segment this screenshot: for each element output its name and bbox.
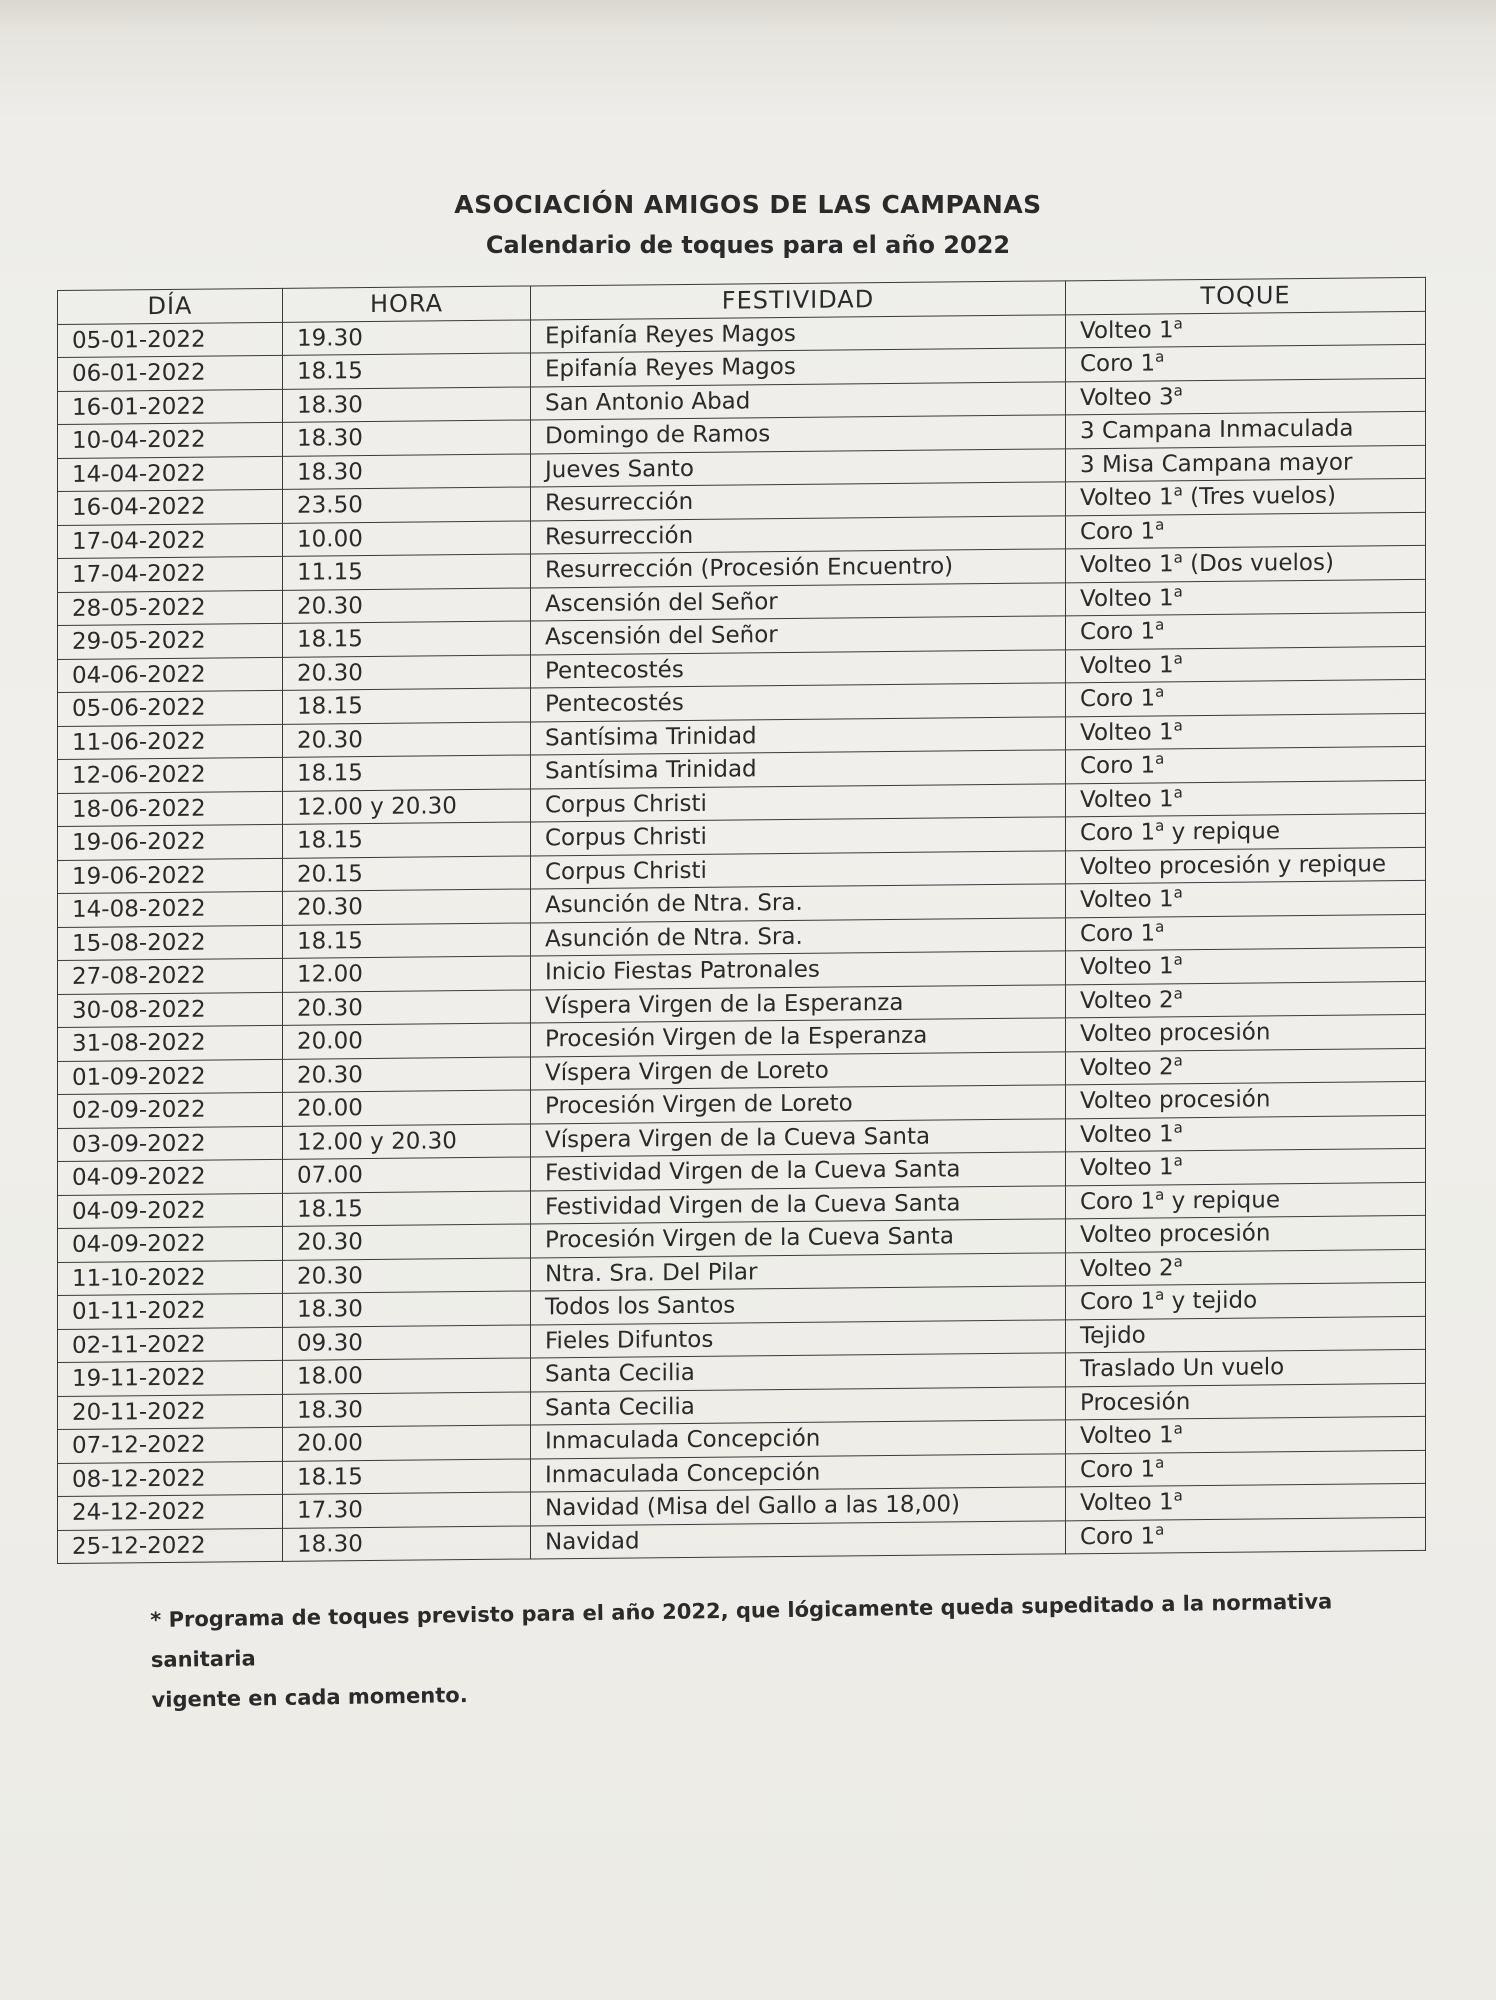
ordinal-superscript: a bbox=[1173, 649, 1183, 668]
cell-festividad: Procesión Virgen de Loreto bbox=[531, 1085, 1066, 1124]
toque-text: Volteo 3 bbox=[1080, 384, 1174, 411]
cell-hora: 18.15 bbox=[283, 1458, 531, 1494]
ordinal-superscript: a bbox=[1173, 314, 1183, 333]
cell-toque bbox=[1066, 1014, 1426, 1051]
cell-dia: 04-09-2022 bbox=[58, 1159, 283, 1195]
cell-festividad: Festividad Virgen de la Cueva Santa bbox=[531, 1185, 1066, 1224]
cell-toque bbox=[1066, 579, 1426, 616]
cell-festividad: Domingo de Ramos bbox=[531, 415, 1066, 454]
toque-text: Coro 1 bbox=[1080, 685, 1156, 713]
header-hora: HORA bbox=[283, 286, 531, 322]
toque-text: Volteo 1 bbox=[1080, 652, 1174, 679]
toque-text: Coro 1 bbox=[1080, 1188, 1156, 1215]
toque-text: Coro 1 bbox=[1080, 920, 1156, 947]
ordinal-superscript: a bbox=[1155, 1453, 1165, 1472]
cell-festividad: Resurrección bbox=[531, 515, 1066, 554]
cell-dia: 17-04-2022 bbox=[58, 523, 283, 559]
cell-festividad: Asunción de Ntra. Sra. bbox=[531, 917, 1066, 956]
cell-festividad: Pentecostés bbox=[531, 649, 1066, 688]
ordinal-superscript: a bbox=[1155, 347, 1165, 367]
cell-festividad: Víspera Virgen de la Cueva Santa bbox=[531, 1118, 1066, 1157]
toque-text: Volteo procesión bbox=[1080, 1086, 1271, 1115]
footnote bbox=[150, 1581, 1352, 1720]
toque-suffix: y repique bbox=[1164, 818, 1280, 846]
cell-festividad: Jueves Santo bbox=[531, 448, 1066, 487]
cell-festividad: Inmaculada Concepción bbox=[531, 1453, 1066, 1492]
cell-dia: 14-04-2022 bbox=[58, 456, 283, 492]
ordinal-superscript: a bbox=[1173, 481, 1183, 500]
toque-text: Volteo 2 bbox=[1080, 1255, 1174, 1282]
cell-dia: 03-09-2022 bbox=[58, 1126, 283, 1162]
toque-text: Coro 1 bbox=[1080, 350, 1156, 378]
cell-hora: 12.00 y 20.30 bbox=[283, 788, 531, 824]
cell-toque bbox=[1066, 1316, 1426, 1353]
cell-dia: 02-09-2022 bbox=[58, 1092, 283, 1128]
cell-dia: 11-10-2022 bbox=[58, 1260, 283, 1296]
cell-toque bbox=[1066, 1249, 1426, 1286]
ordinal-superscript: a bbox=[1173, 783, 1183, 802]
cell-dia: 04-09-2022 bbox=[58, 1226, 283, 1262]
cell-dia: 30-08-2022 bbox=[58, 992, 283, 1028]
cell-hora: 20.00 bbox=[283, 1023, 531, 1059]
cell-hora: 19.30 bbox=[283, 319, 531, 355]
cell-dia: 15-08-2022 bbox=[58, 925, 283, 961]
toque-text: Volteo 1 bbox=[1080, 953, 1174, 981]
toque-text: Volteo procesión bbox=[1080, 1019, 1271, 1048]
toque-text: Volteo 1 bbox=[1080, 585, 1174, 612]
cell-hora: 20.30 bbox=[283, 989, 531, 1025]
cell-hora: 10.00 bbox=[283, 520, 531, 556]
cell-toque bbox=[1066, 713, 1426, 750]
cell-festividad: Santísima Trinidad bbox=[531, 750, 1066, 789]
document-subtitle: Calendario de toques para el año 2022 bbox=[485, 231, 1011, 259]
cell-dia: 01-09-2022 bbox=[58, 1059, 283, 1095]
cell-hora: 18.00 bbox=[283, 1358, 531, 1394]
cell-festividad: Procesión Virgen de la Esperanza bbox=[531, 1018, 1066, 1057]
cell-festividad: Asunción de Ntra. Sra. bbox=[531, 884, 1066, 923]
cell-dia: 08-12-2022 bbox=[58, 1461, 283, 1497]
cell-festividad: Santísima Trinidad bbox=[531, 716, 1066, 755]
ordinal-superscript: a bbox=[1155, 917, 1165, 936]
cell-toque bbox=[1066, 545, 1426, 582]
cell-dia: 16-01-2022 bbox=[58, 389, 283, 425]
toque-text: Coro 1 bbox=[1080, 752, 1156, 780]
cell-toque bbox=[1066, 411, 1426, 448]
cell-festividad: Santa Cecilia bbox=[531, 1353, 1066, 1392]
toque-text: Volteo 1 bbox=[1080, 317, 1174, 344]
toque-text: Traslado Un vuelo bbox=[1080, 1354, 1285, 1383]
toque-text: Coro 1 bbox=[1080, 1456, 1156, 1483]
cell-hora: 09.30 bbox=[283, 1324, 531, 1360]
toque-text: Volteo 1 bbox=[1080, 786, 1174, 813]
cell-toque bbox=[1066, 847, 1426, 884]
ordinal-superscript: a bbox=[1173, 1151, 1183, 1170]
toque-text: 3 Campana Inmaculada bbox=[1080, 415, 1354, 445]
cell-toque bbox=[1066, 1182, 1426, 1219]
cell-festividad: Ntra. Sra. Del Pilar bbox=[531, 1252, 1066, 1291]
toque-text: Volteo 1 bbox=[1080, 1154, 1174, 1182]
toque-text: Coro 1 bbox=[1080, 518, 1156, 545]
cell-toque bbox=[1066, 679, 1426, 716]
ordinal-superscript: a bbox=[1173, 950, 1183, 969]
cell-hora: 18.15 bbox=[283, 688, 531, 724]
cell-festividad: Corpus Christi bbox=[531, 817, 1066, 856]
cell-dia: 02-11-2022 bbox=[58, 1327, 283, 1363]
cell-hora: 20.00 bbox=[283, 1425, 531, 1461]
toque-text: Tejido bbox=[1080, 1322, 1146, 1349]
cell-festividad: Todos los Santos bbox=[531, 1286, 1066, 1325]
footnote-line-1: * Programa de toques previsto para el año 2022, que lógicamente queda supeditado a la normativa sanitaria bbox=[150, 1589, 1333, 1672]
cell-festividad: Inmaculada Concepción bbox=[531, 1420, 1066, 1459]
cell-toque bbox=[1066, 1383, 1426, 1420]
ordinal-superscript: a bbox=[1155, 515, 1165, 534]
cell-toque bbox=[1066, 478, 1426, 515]
cell-hora: 18.15 bbox=[283, 621, 531, 657]
cell-hora: 20.30 bbox=[283, 1056, 531, 1092]
ordinal-superscript: a bbox=[1173, 582, 1183, 601]
cell-toque bbox=[1066, 1349, 1426, 1386]
ordinal-superscript: a bbox=[1173, 1118, 1183, 1137]
toque-text: Coro 1 bbox=[1080, 819, 1156, 847]
toque-text: Coro 1 bbox=[1080, 1523, 1156, 1550]
cell-toque bbox=[1066, 612, 1426, 649]
ordinal-superscript: a bbox=[1155, 1520, 1165, 1539]
footnote-line-2: vigente en cada momento. bbox=[151, 1683, 468, 1712]
cell-toque bbox=[1066, 445, 1426, 482]
ordinal-superscript: a bbox=[1173, 548, 1183, 567]
ordinal-superscript: a bbox=[1173, 716, 1183, 735]
cell-toque bbox=[1066, 947, 1426, 984]
toque-text: Volteo procesión y repique bbox=[1080, 850, 1387, 880]
cell-hora: 18.30 bbox=[283, 1391, 531, 1427]
cell-festividad: Ascensión del Señor bbox=[531, 616, 1066, 655]
cell-hora: 20.30 bbox=[283, 889, 531, 925]
cell-toque bbox=[1066, 1215, 1426, 1252]
toque-text: Volteo 1 bbox=[1080, 1489, 1174, 1517]
cell-hora: 18.15 bbox=[283, 922, 531, 958]
header-toque: TOQUE bbox=[1066, 277, 1426, 314]
cell-dia: 14-08-2022 bbox=[58, 891, 283, 927]
toque-suffix: (Tres vuelos) bbox=[1182, 482, 1336, 511]
cell-toque bbox=[1066, 344, 1426, 381]
cell-festividad: Inicio Fiestas Patronales bbox=[531, 951, 1066, 990]
toque-suffix: y tejido bbox=[1164, 1287, 1258, 1315]
cell-festividad: Santa Cecilia bbox=[531, 1386, 1066, 1425]
cell-dia: 10-04-2022 bbox=[58, 422, 283, 458]
cell-hora: 20.30 bbox=[283, 654, 531, 690]
ordinal-superscript: a bbox=[1173, 883, 1183, 902]
document-title: ASOCIACIÓN AMIGOS DE LAS CAMPANAS bbox=[454, 190, 1042, 219]
cell-hora: 12.00 y 20.30 bbox=[283, 1123, 531, 1159]
toque-text: Volteo procesión bbox=[1080, 1220, 1271, 1249]
cell-toque bbox=[1066, 813, 1426, 850]
cell-toque bbox=[1066, 646, 1426, 683]
schedule-table bbox=[57, 277, 1426, 1564]
toque-text: Coro 1 bbox=[1080, 618, 1156, 646]
cell-festividad: Ascensión del Señor bbox=[531, 582, 1066, 621]
ordinal-superscript: a bbox=[1155, 682, 1165, 702]
toque-suffix: (Dos vuelos) bbox=[1182, 549, 1334, 578]
cell-toque bbox=[1066, 880, 1426, 917]
toque-text: 3 Misa Campana mayor bbox=[1080, 449, 1353, 478]
cell-festividad: Festividad Virgen de la Cueva Santa bbox=[531, 1152, 1066, 1191]
cell-festividad: Pentecostés bbox=[531, 683, 1066, 722]
ordinal-superscript: a bbox=[1173, 381, 1183, 400]
cell-festividad: Resurrección (Procesión Encuentro) bbox=[531, 549, 1066, 588]
cell-toque bbox=[1066, 780, 1426, 817]
cell-festividad: Víspera Virgen de la Esperanza bbox=[531, 984, 1066, 1023]
toque-suffix: y repique bbox=[1164, 1187, 1280, 1215]
header-festividad: FESTIVIDAD bbox=[531, 281, 1066, 320]
toque-text: Volteo 2 bbox=[1080, 987, 1174, 1014]
cell-toque bbox=[1066, 1483, 1426, 1520]
toque-text: Volteo 1 bbox=[1080, 719, 1174, 746]
cell-festividad: Víspera Virgen de Loreto bbox=[531, 1051, 1066, 1090]
ordinal-superscript: a bbox=[1155, 749, 1165, 769]
ordinal-superscript: a bbox=[1155, 1285, 1165, 1305]
ordinal-superscript: a bbox=[1155, 615, 1165, 635]
cell-dia: 18-06-2022 bbox=[58, 791, 283, 827]
header-dia: DÍA bbox=[58, 288, 283, 324]
toque-text: Volteo 1 bbox=[1080, 1422, 1174, 1450]
cell-festividad: San Antonio Abad bbox=[531, 381, 1066, 420]
cell-dia: 12-06-2022 bbox=[58, 757, 283, 793]
cell-dia: 31-08-2022 bbox=[58, 1025, 283, 1061]
toque-text: Volteo 2 bbox=[1080, 1054, 1174, 1081]
cell-hora: 18.30 bbox=[283, 420, 531, 456]
cell-dia: 17-04-2022 bbox=[58, 556, 283, 592]
cell-hora: 18.15 bbox=[283, 755, 531, 791]
ordinal-superscript: a bbox=[1173, 1051, 1183, 1070]
cell-dia: 04-06-2022 bbox=[58, 657, 283, 693]
cell-festividad: Epifanía Reyes Magos bbox=[531, 314, 1066, 353]
cell-toque bbox=[1066, 1282, 1426, 1319]
cell-dia: 05-06-2022 bbox=[58, 690, 283, 726]
cell-hora: 17.30 bbox=[283, 1492, 531, 1528]
cell-hora: 20.30 bbox=[283, 721, 531, 757]
cell-toque bbox=[1066, 512, 1426, 549]
cell-hora: 18.30 bbox=[283, 386, 531, 422]
cell-festividad: Corpus Christi bbox=[531, 850, 1066, 889]
cell-toque bbox=[1066, 1416, 1426, 1453]
cell-dia: 04-09-2022 bbox=[58, 1193, 283, 1229]
cell-hora: 20.30 bbox=[283, 587, 531, 623]
cell-dia: 16-04-2022 bbox=[58, 489, 283, 525]
ordinal-superscript: a bbox=[1155, 1185, 1165, 1204]
cell-toque bbox=[1066, 1081, 1426, 1118]
document-header bbox=[0, 190, 1496, 259]
cell-dia: 01-11-2022 bbox=[58, 1293, 283, 1329]
cell-hora: 20.30 bbox=[283, 1257, 531, 1293]
cell-hora: 18.15 bbox=[283, 1190, 531, 1226]
cell-toque bbox=[1066, 1115, 1426, 1152]
cell-festividad: Epifanía Reyes Magos bbox=[531, 348, 1066, 387]
toque-text: Volteo 1 bbox=[1080, 551, 1174, 579]
cell-toque bbox=[1066, 378, 1426, 415]
cell-hora: 18.30 bbox=[283, 1525, 531, 1561]
cell-hora: 12.00 bbox=[283, 956, 531, 992]
ordinal-superscript: a bbox=[1173, 1252, 1183, 1271]
cell-dia: 27-08-2022 bbox=[58, 958, 283, 994]
cell-hora: 18.15 bbox=[283, 353, 531, 389]
cell-festividad: Resurrección bbox=[531, 482, 1066, 521]
cell-dia: 07-12-2022 bbox=[58, 1427, 283, 1463]
cell-dia: 20-11-2022 bbox=[58, 1394, 283, 1430]
cell-dia: 05-01-2022 bbox=[58, 322, 283, 358]
ordinal-superscript: a bbox=[1173, 984, 1183, 1003]
table-body bbox=[58, 311, 1426, 1564]
cell-toque bbox=[1066, 311, 1426, 348]
toque-text: Coro 1 bbox=[1080, 1288, 1156, 1316]
cell-dia: 19-11-2022 bbox=[58, 1360, 283, 1396]
cell-dia: 25-12-2022 bbox=[58, 1528, 283, 1564]
cell-festividad: Corpus Christi bbox=[531, 783, 1066, 822]
toque-text: Volteo 1 bbox=[1080, 484, 1174, 512]
cell-festividad: Procesión Virgen de la Cueva Santa bbox=[531, 1219, 1066, 1258]
cell-dia: 29-05-2022 bbox=[58, 623, 283, 659]
cell-hora: 20.30 bbox=[283, 1224, 531, 1260]
cell-dia: 19-06-2022 bbox=[58, 824, 283, 860]
ordinal-superscript: a bbox=[1173, 1486, 1183, 1505]
cell-hora: 20.15 bbox=[283, 855, 531, 891]
cell-hora: 23.50 bbox=[283, 487, 531, 523]
cell-toque bbox=[1066, 981, 1426, 1018]
cell-dia: 06-01-2022 bbox=[58, 355, 283, 391]
cell-festividad: Navidad (Misa del Gallo a las 18,00) bbox=[531, 1487, 1066, 1526]
cell-festividad: Navidad bbox=[531, 1520, 1066, 1559]
toque-text: Volteo 1 bbox=[1080, 886, 1174, 914]
cell-toque bbox=[1066, 1517, 1426, 1554]
cell-hora: 11.15 bbox=[283, 554, 531, 590]
cell-toque bbox=[1066, 1048, 1426, 1085]
cell-toque bbox=[1066, 746, 1426, 783]
cell-dia: 19-06-2022 bbox=[58, 858, 283, 894]
cell-dia: 28-05-2022 bbox=[58, 590, 283, 626]
cell-festividad: Fieles Difuntos bbox=[531, 1319, 1066, 1358]
cell-hora: 18.30 bbox=[283, 1291, 531, 1327]
cell-hora: 07.00 bbox=[283, 1157, 531, 1193]
cell-toque bbox=[1066, 914, 1426, 951]
cell-dia: 24-12-2022 bbox=[58, 1494, 283, 1530]
toque-text: Volteo 1 bbox=[1080, 1121, 1174, 1148]
cell-hora: 18.30 bbox=[283, 453, 531, 489]
cell-dia: 11-06-2022 bbox=[58, 724, 283, 760]
toque-text: Procesión bbox=[1080, 1388, 1191, 1416]
ordinal-superscript: a bbox=[1155, 816, 1165, 836]
cell-hora: 20.00 bbox=[283, 1090, 531, 1126]
cell-toque bbox=[1066, 1450, 1426, 1487]
cell-toque bbox=[1066, 1148, 1426, 1185]
schedule-table-wrapper bbox=[57, 277, 1425, 1564]
cell-hora: 18.15 bbox=[283, 822, 531, 858]
ordinal-superscript: a bbox=[1173, 1419, 1183, 1438]
